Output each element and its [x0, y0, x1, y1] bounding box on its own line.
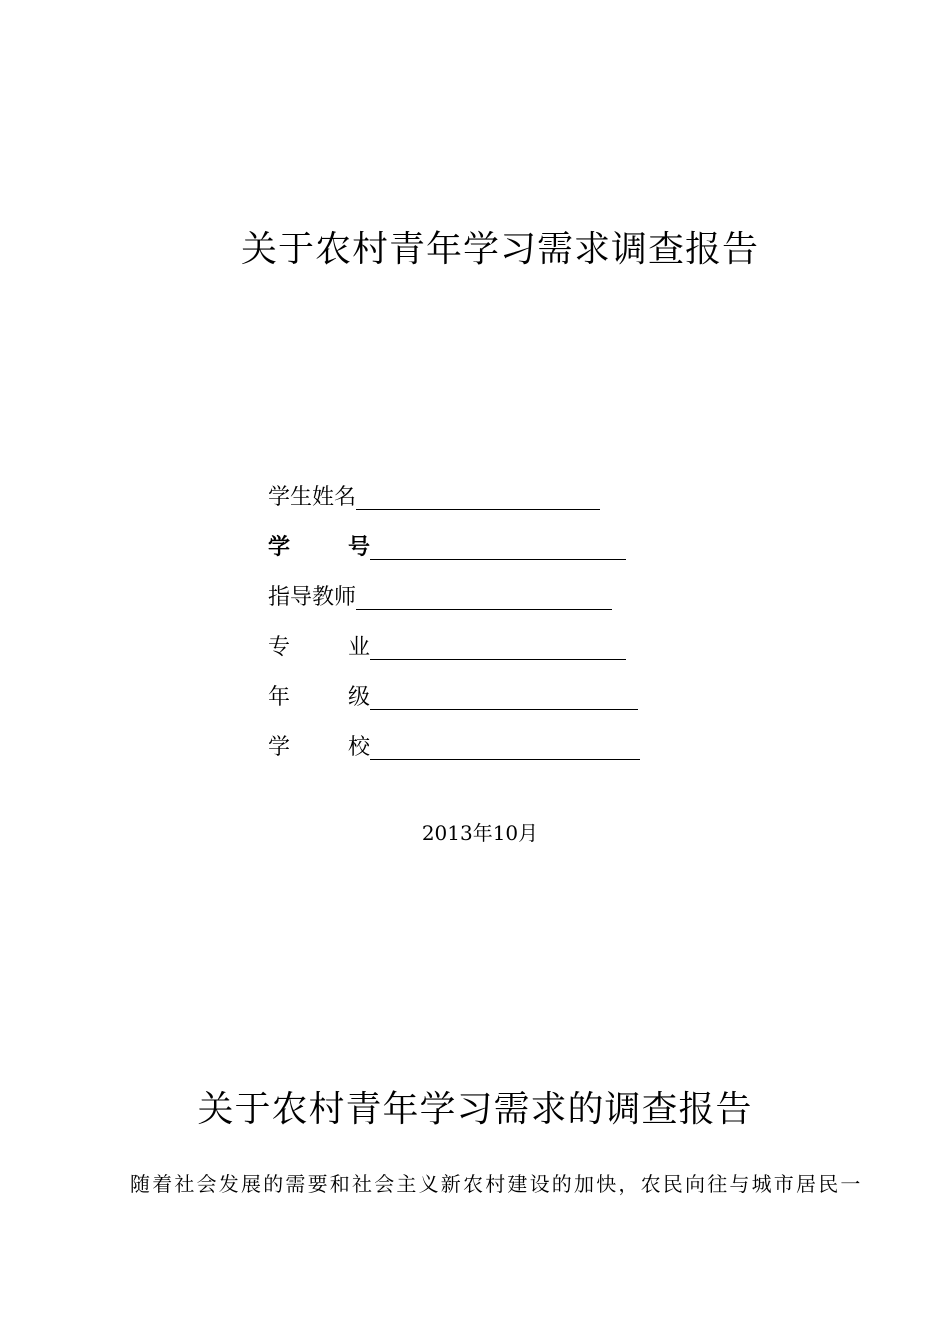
cover-title: 关于农村青年学习需求调查报告: [240, 229, 759, 270]
school-label-char2: 校: [347, 735, 370, 760]
grade-label-char2: 级: [347, 685, 370, 710]
major-label-char1: 专: [268, 635, 291, 660]
school-blank[interactable]: [370, 724, 640, 760]
info-row-student-name: [268, 480, 600, 516]
major-blank[interactable]: [370, 624, 626, 660]
info-row-student-id: [268, 530, 626, 566]
student-id-blank[interactable]: [370, 524, 626, 560]
student-id-label-char1: 学: [268, 535, 291, 560]
student-id-label-char2: 号: [347, 535, 370, 560]
student-name-blank[interactable]: [356, 474, 600, 510]
grade-blank[interactable]: [370, 674, 638, 710]
report-date: 2013年10月: [421, 821, 539, 845]
info-row-major: [268, 630, 626, 666]
school-label-char1: 学: [268, 735, 291, 760]
report-title: 关于农村青年学习需求的调查报告: [197, 1089, 753, 1130]
school-label: [268, 730, 370, 766]
advisor-blank[interactable]: [356, 574, 612, 610]
advisor-label: 指导教师: [268, 585, 357, 610]
info-row-advisor: [268, 580, 612, 616]
info-row-grade: [268, 680, 638, 716]
major-label: [268, 630, 370, 666]
student-id-label: [268, 530, 370, 566]
report-paragraph: 随着社会发展的需要和社会主义新农村建设的加快，农民向往与城市居民一: [130, 1172, 863, 1196]
grade-label-char1: 年: [268, 685, 291, 710]
major-label-char2: 业: [347, 635, 370, 660]
info-row-school: [268, 730, 640, 766]
grade-label: [268, 680, 370, 716]
student-name-label: 学生姓名: [268, 485, 357, 510]
